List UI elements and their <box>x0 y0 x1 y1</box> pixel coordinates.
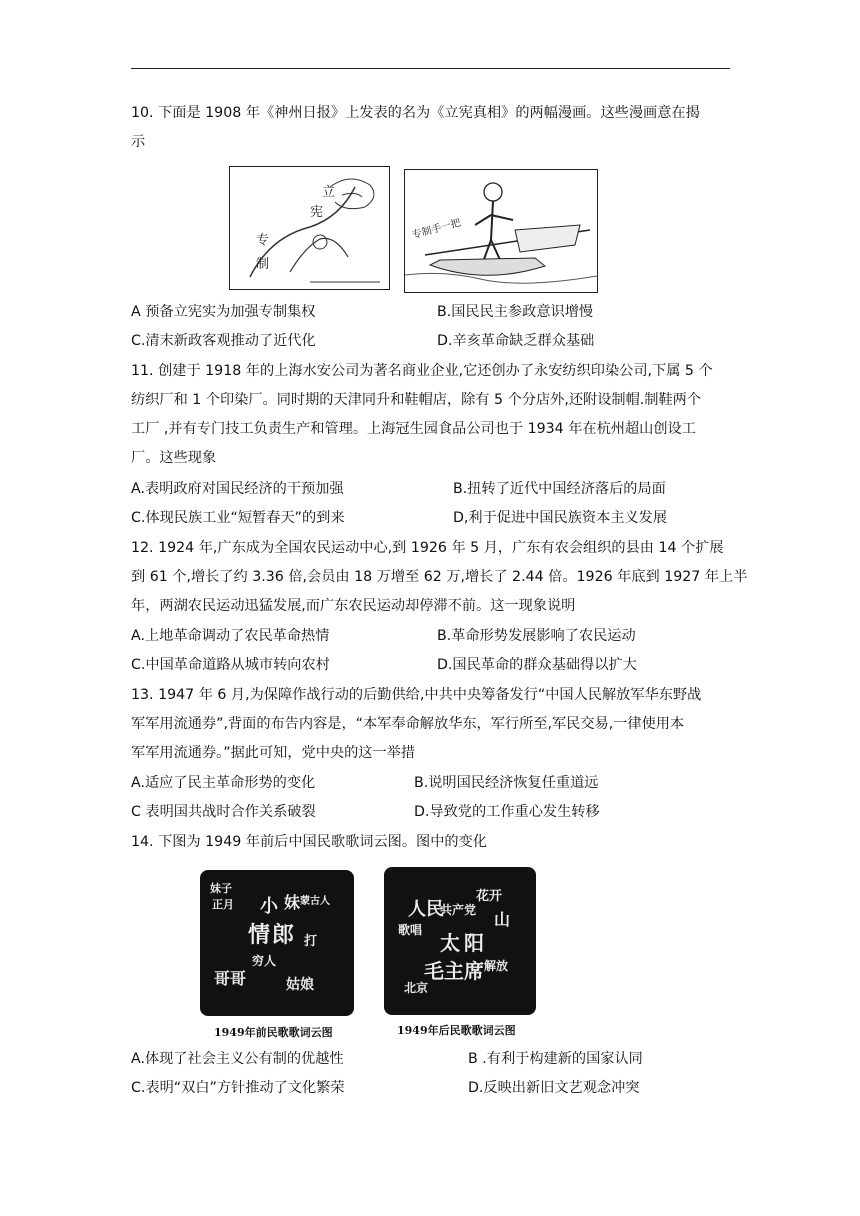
cartoon1-label-zhuan: 专 <box>256 233 270 248</box>
cloud2-word: 北京 <box>404 981 429 995</box>
q13-option-d: D.导致党的工作重心发生转移 <box>414 804 600 820</box>
header-rule <box>131 68 730 69</box>
q13-option-b: B.说明国民经济恢复任重道远 <box>414 775 599 791</box>
cloud1-word: 情 <box>248 923 271 948</box>
q13-line2: 军军用流通券”,背面的布告内容是，“本军奉命解放华东，军行所至,军民交易,一律使用本 <box>131 716 685 732</box>
q14-option-d: D.反映出新旧文艺观念冲突 <box>468 1080 640 1096</box>
q14-option-b: B .有利于构建新的国家认同 <box>468 1051 643 1067</box>
q13-option-c: C 表明国共战时合作关系破裂 <box>131 804 316 820</box>
cloud2-word: 太 <box>440 931 460 955</box>
cloud1-word: 姑娘 <box>286 977 314 993</box>
cloud2-word: 歌唱 <box>398 923 423 937</box>
cartoon-2 <box>404 169 598 293</box>
cloud2-word: 阳 <box>464 931 484 955</box>
q11-option-b: B.扭转了近代中国经济落后的局面 <box>453 481 666 497</box>
word-cloud-before-1949 <box>200 870 354 1016</box>
q11-line1: 11. 创建于 1918 年的上海水安公司为著名商业企业,它还创办了永安纺织印染公司,下属 5 个 <box>131 363 713 379</box>
q11-line2: 纺织厂和 1 个印染厂。同时期的天津同升和鞋帽店，除有 5 个分店外,还附设制帽.制鞋两个 <box>131 392 702 408</box>
q11-line4: 厂。这些现象 <box>131 450 217 466</box>
cartoon1-label-li: 立 <box>322 185 336 200</box>
q10-option-d: D.辛亥革命缺乏群众基础 <box>437 333 595 349</box>
cloud1-word: 妹 <box>284 893 301 912</box>
cloud1-word: 妹子 <box>210 882 232 895</box>
q12-option-b: B.革命形势发展影响了农民运动 <box>437 628 636 644</box>
cloud2-word: 共产党 <box>440 903 477 917</box>
cloud1-caption: 1949年前民歌歌词云图 <box>214 1026 333 1039</box>
q10-option-a: A 预备立宪实为加强专制集权 <box>131 304 316 320</box>
cloud1-word: 蒙古人 <box>300 896 330 907</box>
q11-line3: 工厂 ,并有专门技工负责生产和管理。上海冠生园食品公司也于 1934 年在杭州超山创设工 <box>131 421 696 437</box>
q12-line2: 到 61 个,增长了约 3.36 倍,会员由 18 万增至 62 万,增长了 2.44 倍。1926 年底到 1927 年上半 <box>131 569 748 585</box>
q10-option-b: B.国民民主参政意识增慢 <box>437 304 594 320</box>
cartoon-1 <box>229 166 390 290</box>
q11-option-c: C.体现民族工业“短暂春天”的到来 <box>131 510 345 526</box>
q12-option-a: A.上地革命调动了农民革命热情 <box>131 628 330 644</box>
cloud2-word: 山 <box>494 910 511 929</box>
q12-option-c: C.中国革命道路从城市转向农村 <box>131 657 330 673</box>
cartoon1-label-zhi: 制 <box>256 257 270 272</box>
q14-option-c: C.表明“双白”方针推动了文化繁荣 <box>131 1080 345 1096</box>
q13-line1: 13. 1947 年 6 月,为保障作战行动的后勤供给,中共中央筹备发行“中国人民解放军华东野战 <box>131 687 702 703</box>
q10-option-c: C.清末新政客观推动了近代化 <box>131 333 316 349</box>
cloud2-word: 人民 <box>408 899 444 920</box>
q12-option-d: D.国民革命的群众基础得以扩大 <box>437 657 637 673</box>
q10-stem-line2: 示 <box>131 134 146 150</box>
cloud2-word: 解放 <box>484 959 509 973</box>
q11-option-d: D,利于促进中国民族资本主义发展 <box>453 510 668 526</box>
cloud1-word: 哥哥 <box>214 969 247 988</box>
cloud1-word: 穷人 <box>252 954 277 968</box>
cloud1-word: 小 <box>260 896 278 917</box>
q14-stem: 14. 下图为 1949 年前后中国民歌歌词云图。图中的变化 <box>131 834 487 850</box>
cloud1-word: 正月 <box>212 898 234 911</box>
q13-option-a: A.适应了民主革命形势的变化 <box>131 775 316 791</box>
q11-option-a: A.表明政府对国民经济的干预加强 <box>131 481 344 497</box>
cloud2-word: 毛主席 <box>424 959 484 983</box>
q13-line3: 军军用流通券。”据此可知，党中央的这一举措 <box>131 745 416 761</box>
cartoon-1-drawing <box>230 167 389 289</box>
q10-stem-line1: 10. 下面是 1908 年《神州日报》上发表的名为《立宪真相》的两幅漫画。这些漫画意在揭 <box>131 105 700 121</box>
cloud1-word: 打 <box>304 934 318 949</box>
q12-line1: 12. 1924 年,广东成为全国农民运动中心,到 1926 年 5 月，广东有农会组织的县由 14 个扩展 <box>131 540 724 556</box>
cartoon1-label-xian: 宪 <box>310 205 324 220</box>
cloud2-caption: 1949年后民歌歌词云图 <box>397 1024 516 1037</box>
cloud1-word: 郎 <box>272 923 295 948</box>
word-cloud-after-1949 <box>384 867 536 1015</box>
cloud2-word: 花开 <box>476 889 503 904</box>
q14-option-a: A.体现了社会主义公有制的优越性 <box>131 1051 344 1067</box>
cartoon2-label: 专制手一把 <box>410 217 463 242</box>
q12-line3: 年，两湖农民运动迅猛发展,而广东农民运动却停滞不前。这一现象说明 <box>131 598 576 614</box>
